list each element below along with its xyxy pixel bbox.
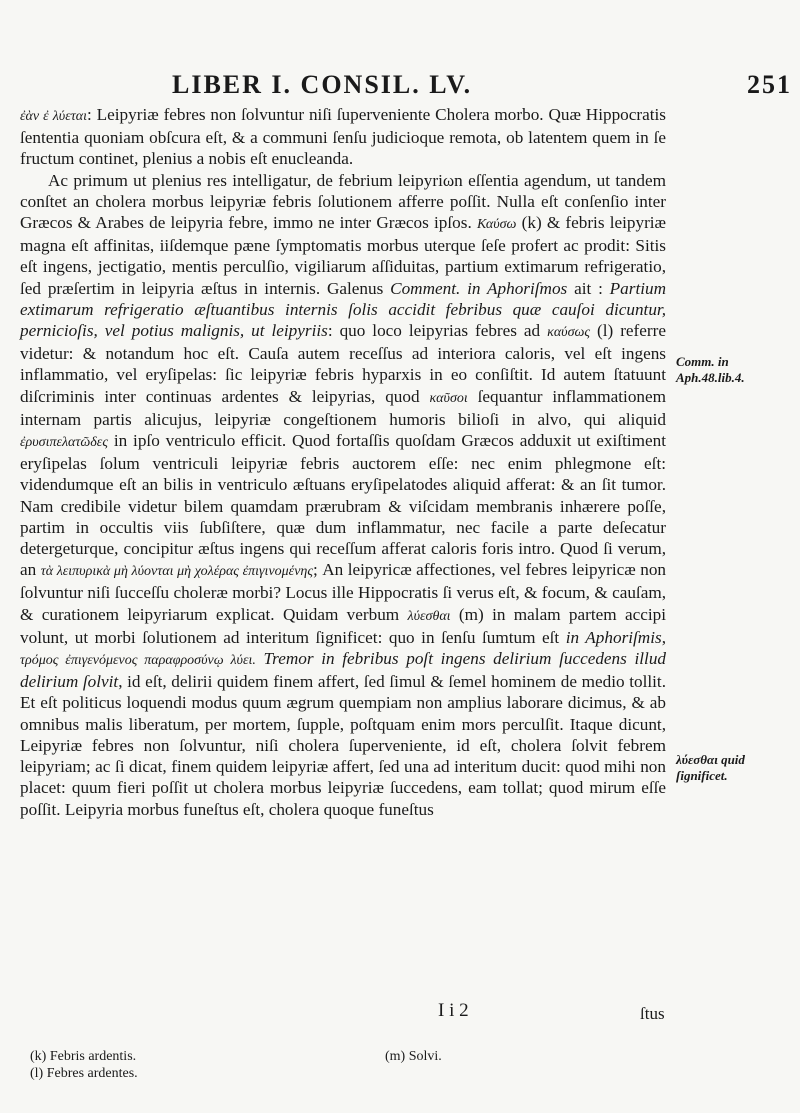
signature-mark: I i 2: [438, 1000, 469, 1021]
greek-text: Καύσω: [476, 217, 517, 233]
text-run: in ipſo ventriculo efficit. Quod fortaſſis quoſdam Græcos adduxit ut exiſtiment eryſipelas ſolum ventriculi leipyriæ febris auctorem eſſe: nec enim phlegmone eſt: videndumque eſt an bilis in ventriculo æſtuans eryſipelatodes aliquid afferat: & an ſit tumor. Nam credibile videtur bilem quamdam prærubram & viſcidam membranis inhærere poſſe, partim in occultis viis ſubſiſtere, quæ dum inflammatur, nec facile a parte deſecatur detergeturque, concipitur æſtus ingens qui receſſum afferat caloris foris intro. Quod ſi verum, an: [20, 431, 666, 580]
greek-text: καῦσοι: [429, 390, 468, 406]
greek-text: καύσως: [547, 325, 591, 341]
text-run: ,: [661, 627, 666, 647]
greek-text: ἐρυσιπελατῶδες: [20, 435, 108, 451]
greek-text: τὰ λειπυρικὰ μὴ λύονται μὴ χολέρας ἐπιγινομένης: [40, 564, 314, 580]
main-text: [20, 104, 666, 820]
footnotes: [30, 1048, 730, 1082]
italic-text: in Aphoriſmis: [565, 627, 662, 647]
footnote-l: (l) Febres ardentes.: [30, 1066, 138, 1081]
text-run: ait :: [574, 278, 603, 298]
italic-text: Tremor in febribus poſt ingens delirium ſuccedens illud delirium ſolvit: [20, 649, 667, 692]
text-run: Ac primum ut plenius res intelligatur, de febrium leipyriωn eſſentia agendum, ut tandem conſtet an cholera morbus leipyriæ febris ſolutionem afferre poſſit. Nulla eſt conſenſio inter Græcos & Arabes de leipyria febre, immo ne inter Græcos ipſos.: [20, 170, 666, 233]
greek-text: τρόμος ἐπιγενόμενος παραφροσύνῳ λύει.: [20, 653, 256, 669]
catchword: ſtus: [640, 1004, 665, 1023]
italic-text: Partium extimarum refrigeratio æſtuantibus internis ſolis accidit febribus quæ cauſoi dicuntur, pernicioſis, vel potius malignis, ut leipyriis: [20, 278, 667, 341]
footnote-m: (m) Solvi.: [385, 1049, 442, 1064]
running-header: [172, 70, 792, 100]
paragraph-2: [20, 170, 666, 820]
greek-text: ἐὰν ἐ λύεται: [20, 109, 87, 124]
footnote-k: (k) Febris ardentis.: [30, 1049, 137, 1064]
text-run: (k) & febris leipyriæ magna eſt affinitas, iiſdemque pæne ſymptomatis morbus uterque ſeſe profert ac prodit: Sitis eſt ingens, jectigatio, mentis perculſio, vigiliarum aſſiduitas, partium extimarum refrigeratio, ſed præſertim in leipyria æſtus in internis. Galenus: [20, 213, 667, 298]
text-run: , id eſt, delirii quidem finem affert, ſed ſimul & ſemel hominem de medio tollit. Et eſt politicus loquendi modus quum ægrum quempiam non amplius laborare dicimus, & ab omnibus malis liberatum, per mortem, ſupple, poſtquam enim mors perculſit. Itaque dicunt, Leipyriæ febres non ſolvuntur, niſi cholera ſuperveniente, id eſt, cholera ſolvit febrem leipyriam; ac ſi dicat, finem quidem leipyriæ affert, ſed una ad interitum ducit: quod mihi non placet: quum fieri poſſit ut cholera morbus leipyriæ ſuccedens, eam tollat; quod mirum eſſe poſſit. Leipyria morbus funeſtus eſt, cholera quoque funeſtus: [20, 672, 666, 819]
greek-text: λύεσθαι: [407, 608, 451, 624]
text-run: : quo loco leipyrias febres ad: [327, 321, 541, 341]
text-run: ; An leipyricæ affectiones, vel febres leipyricæ non ſolvuntur niſi ſucceſſu choleræ morbi? Locus ille Hippocratis ſi verus eſt, & focum, & cauſam, & curationem leipyriarum explicat. Quidam verbum: [20, 560, 667, 624]
text-run: (l) referre videtur: & notandum hoc eſt. Cauſa autem receſſus ad interiora caloris, vel eſt ingens inflammatio, vel eryſipelas: ſic leipyriæ febris hyparxis in eo conſiſtit. Id autem ſtatuunt diſcriminis inter continuas ardentes & leipyrias, quod: [20, 321, 666, 406]
text-run: (m) in malam partem accipi volunt, ut morbi ſolutionem ad interitum ſignificet: quo in ſenſu ſumtum eſt: [20, 604, 667, 647]
page-number: 251: [747, 70, 792, 99]
margin-note-2: λύεσθαι quid ſignificet.: [676, 752, 745, 783]
text-run: : Leipyriæ febres non ſolvuntur niſi ſuperveniente Cholera morbo. Quæ Hippocratis ſententia quoniam obſcura eſt, & a communi ſenſu judicioque remota, ob latentem quem in ſe fructum continet, plenius a nobis eſt enucleanda.: [20, 105, 666, 169]
italic-text: Comment. in Aphoriſmos: [390, 278, 568, 298]
margin-note-1: Comm. in Aph.48.lib.4.: [676, 354, 745, 385]
paragraph-1: [20, 104, 666, 170]
text-run: ſequantur inflammationem internam partis alicujus, leipyriæ congeſtionem humoris bilioſi in alvo, qui aliquid: [20, 386, 667, 429]
header-title: LIBER I. CONSIL. LV.: [172, 70, 473, 99]
